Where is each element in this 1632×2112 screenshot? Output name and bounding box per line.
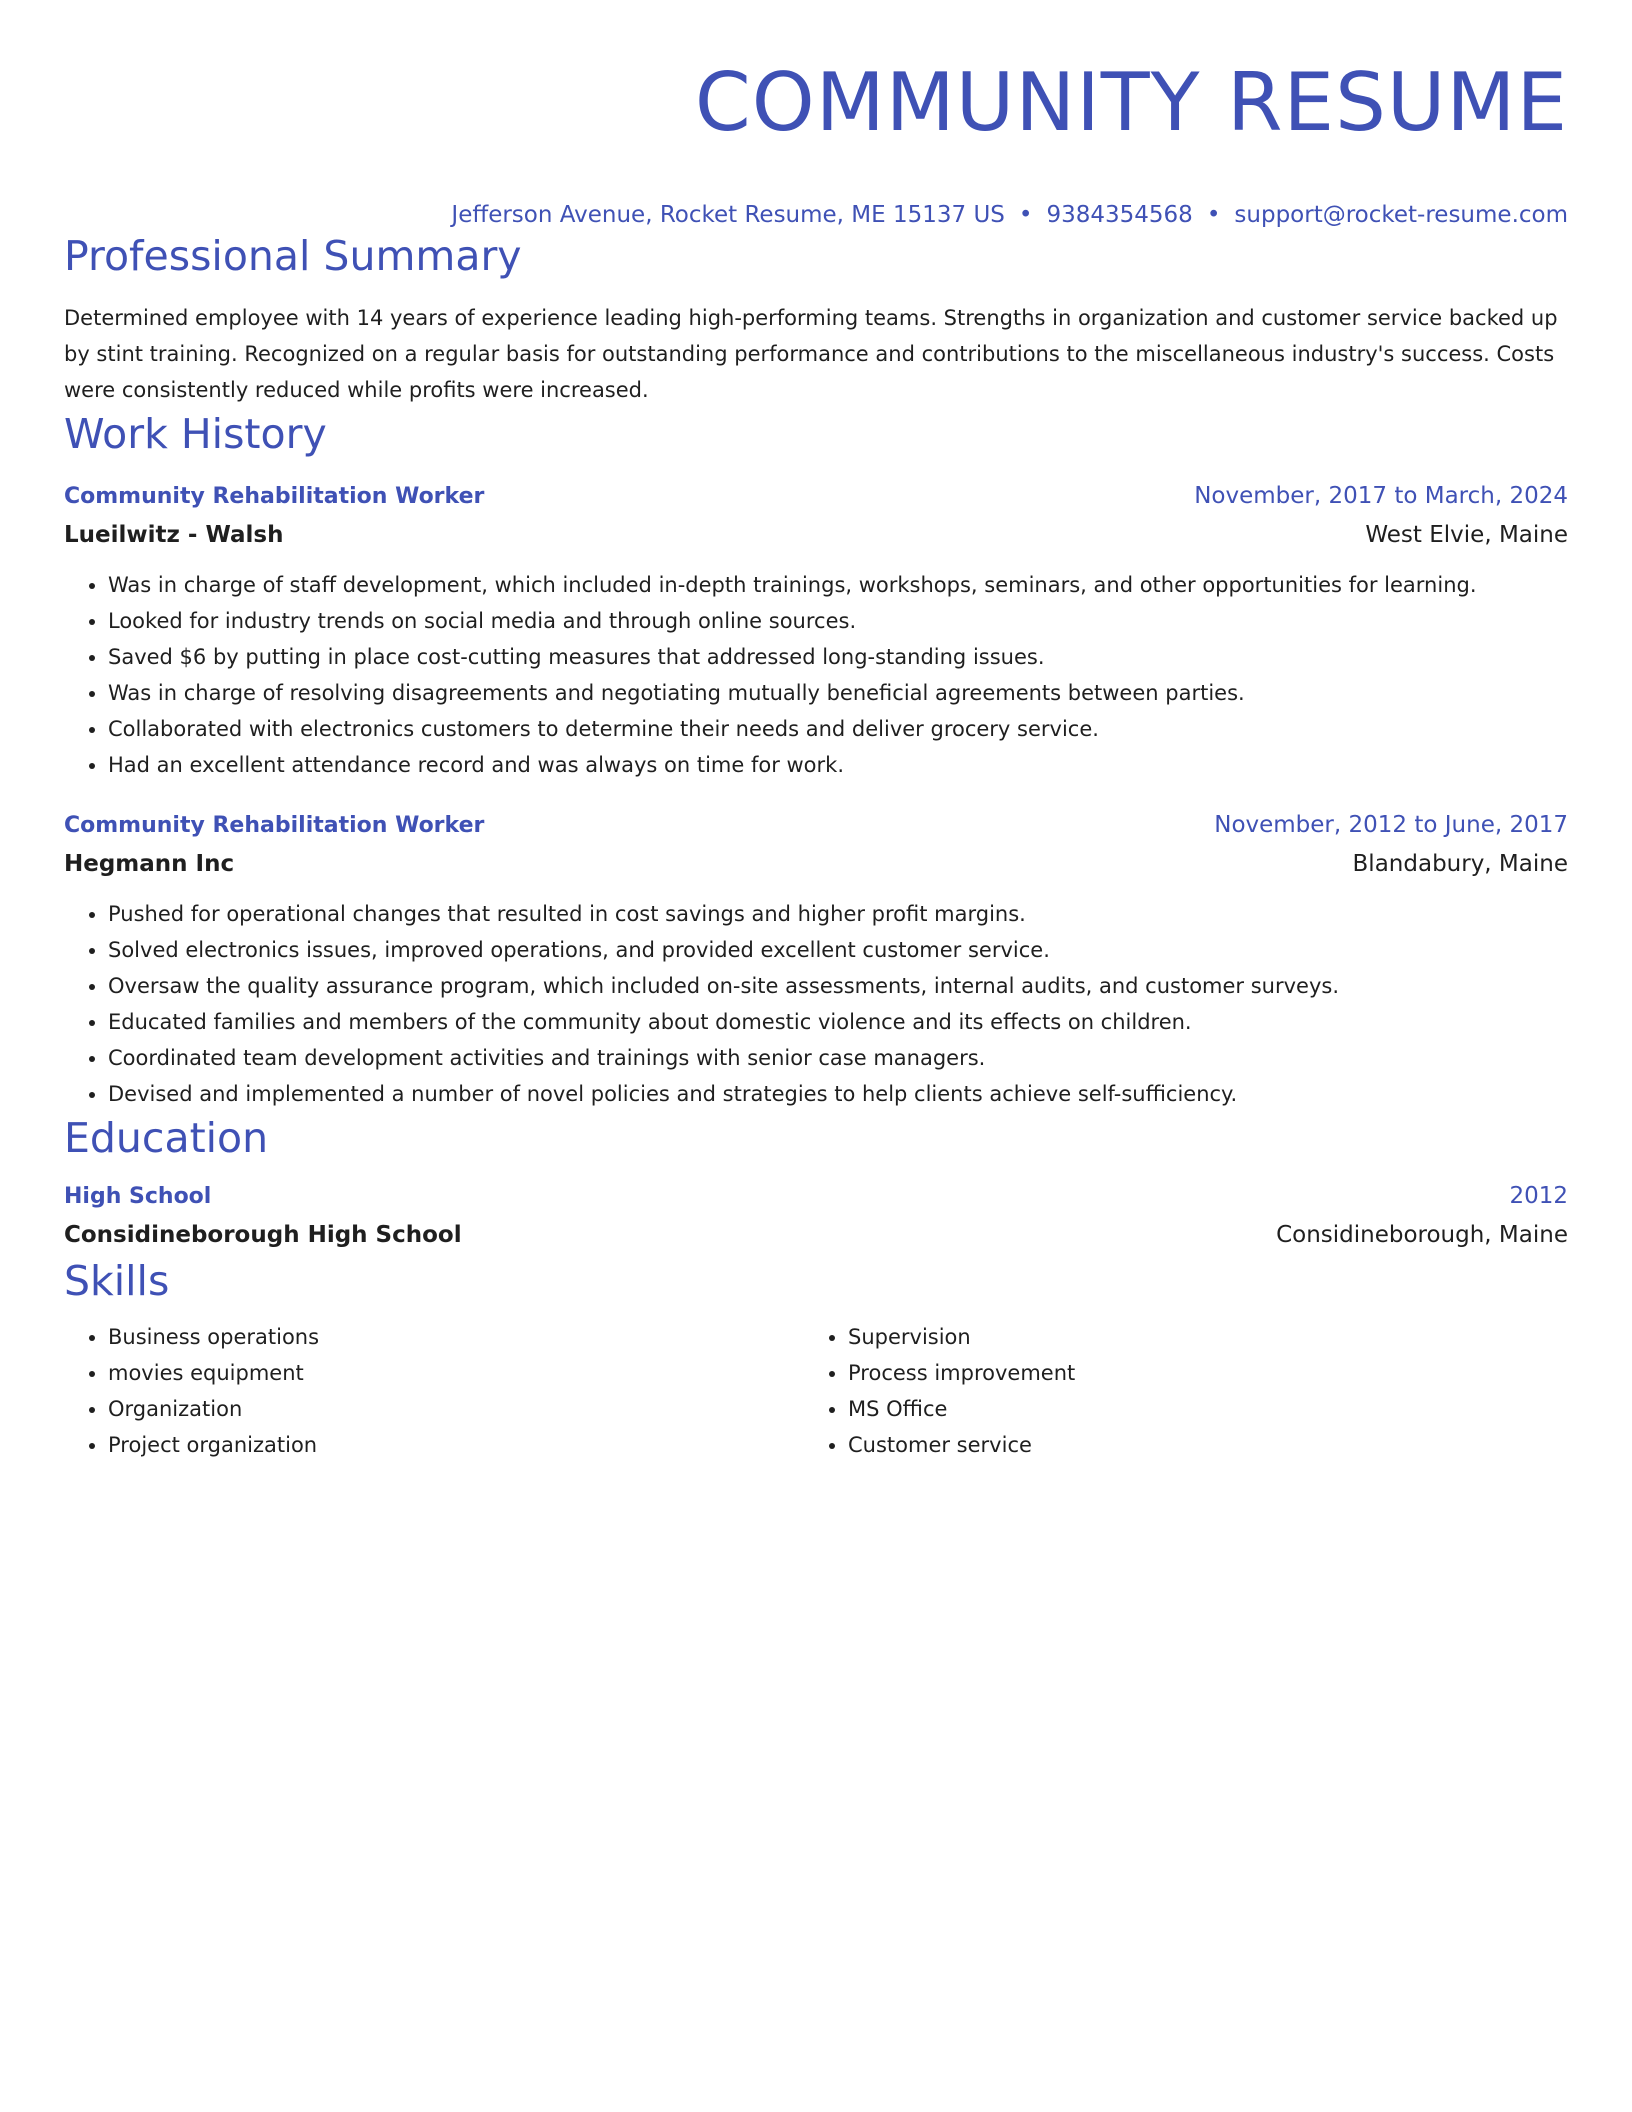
education-year: 2012 [1509,1183,1568,1209]
resume-header [64,0,1568,230]
education-heading: Education [64,1114,269,1162]
skill-item: • movies equipment [108,1355,804,1391]
job-header-row [64,478,1568,515]
job-title: Community Rehabilitation Worker [64,813,485,838]
education-location: Considineborough, Maine [1276,1222,1568,1248]
job-location: West Elvie, Maine [1365,522,1568,548]
job-bullet: • Was in charge of resolving disagreements and negotiating mutually beneficial agreements between parties. [108,675,1568,711]
job-company-row [64,515,1568,555]
contact-phone: 9384354568 [1046,202,1193,228]
job-entry [64,807,1568,1112]
job-header-row [64,807,1568,844]
job-bullet: • Educated families and members of the community about domestic violence and its effects on children. [108,1004,1568,1040]
job-bullet: • Coordinated team development activities and trainings with senior case managers. [108,1040,1568,1076]
job-dates: November, 2012 to June, 2017 [1214,812,1568,838]
education-school-row [64,1215,1568,1255]
job-bullets [64,896,1568,1112]
work-history-heading: Work History [64,410,327,458]
job-title: Community Rehabilitation Worker [64,484,485,509]
contact-address: Jefferson Avenue, Rocket Resume, ME 15137 US [451,202,1005,228]
job-bullet: • Solved electronics issues, improved operations, and provided excellent customer service. [108,932,1568,968]
skills-column-right [804,1319,1544,1463]
job-company: Hegmann Inc [64,851,235,877]
education-school: Considineborough High School [64,1222,462,1248]
contact-email: support@rocket-resume.com [1234,202,1568,228]
skill-item: • MS Office [848,1391,1544,1427]
job-dates: November, 2017 to March, 2024 [1194,483,1568,509]
education-degree: High School [64,1184,212,1209]
skill-item: • Project organization [108,1427,804,1463]
skill-item: • Customer service [848,1427,1544,1463]
skills-list [64,1319,1568,1463]
job-bullet: • Saved $6 by putting in place cost-cutting measures that addressed long-standing issues. [108,639,1568,675]
contact-separator: • [1018,202,1033,228]
job-location: Blandabury, Maine [1352,851,1568,877]
skills-column-left [64,1319,804,1463]
job-bullets [64,567,1568,783]
job-bullet: • Was in charge of staff development, which included in-depth trainings, workshops, seminars, and other opportunities for learning. [108,567,1568,603]
resume-name: COMMUNITY RESUME [694,56,1568,149]
contact-separator: • [1206,202,1221,228]
summary-heading: Professional Summary [64,232,522,280]
contact-line [64,200,1568,230]
job-bullet: • Looked for industry trends on social media and through online sources. [108,603,1568,639]
skill-item: • Process improvement [848,1355,1544,1391]
skill-item: • Supervision [848,1319,1544,1355]
skill-item: • Organization [108,1391,804,1427]
education-entry [64,1178,1568,1255]
job-bullet: • Pushed for operational changes that resulted in cost savings and higher profit margins. [108,896,1568,932]
job-bullet: • Devised and implemented a number of novel policies and strategies to help clients achieve self-sufficiency. [108,1076,1568,1112]
job-company-row [64,844,1568,884]
job-bullet: • Oversaw the quality assurance program, which included on-site assessments, internal audits, and customer surveys. [108,968,1568,1004]
education-header-row [64,1178,1568,1215]
job-bullet: • Had an excellent attendance record and was always on time for work. [108,747,1568,783]
summary-text: Determined employee with 14 years of experience leading high-performing teams. Strengths in organization and customer service backed up by stint training. Recognized on a regular basis for outstanding performance and contributions to the miscellaneous industry's success. Costs were consistently reduced while profits were increased. [64,306,1558,402]
job-company: Lueilwitz - Walsh [64,522,284,548]
skills-heading: Skills [64,1257,170,1305]
job-entry [64,478,1568,783]
job-bullet: • Collaborated with electronics customers to determine their needs and deliver grocery service. [108,711,1568,747]
skill-item: • Business operations [108,1319,804,1355]
